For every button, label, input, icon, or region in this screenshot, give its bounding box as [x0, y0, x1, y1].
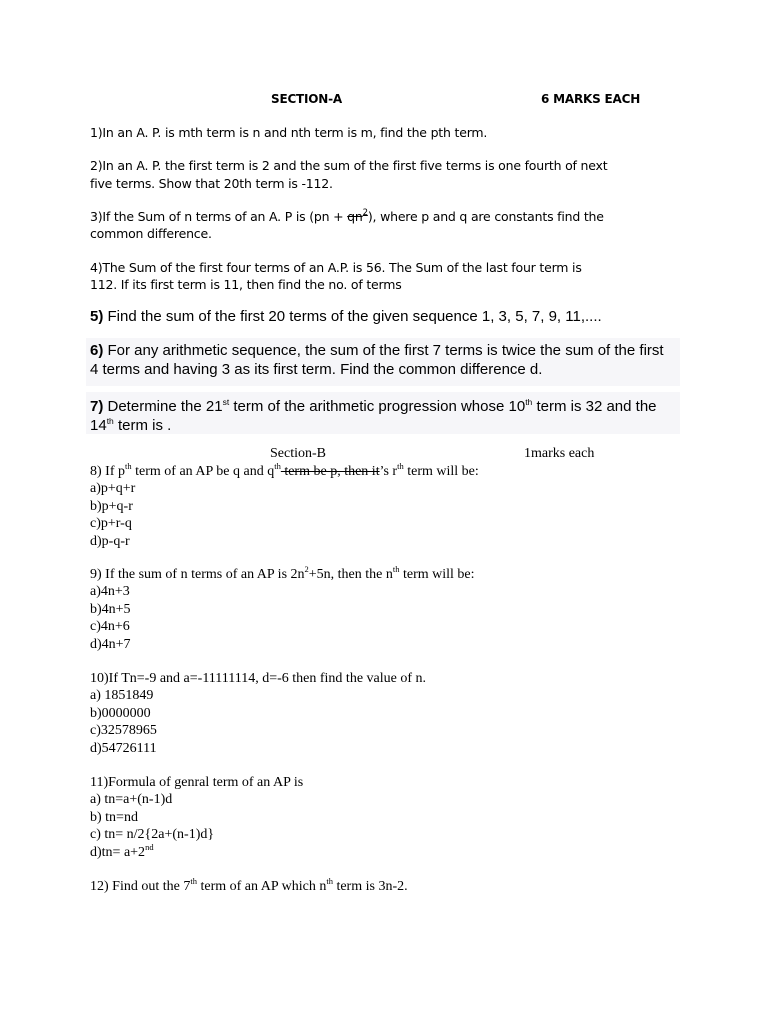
question-10: 10)If Tn=-9 and a=-11111114, d=-6 then find the value of n.	[90, 671, 427, 686]
question-4-line-1: 4)The Sum of the first four terms of an A.P. is 56. The Sum of the last four term is	[90, 260, 582, 275]
option-a[interactable]: a)p+q+r	[90, 481, 136, 496]
question-4-line-2: 112. If its first term is 11, then find the no. of terms	[90, 277, 402, 292]
question-3-line-2: common difference.	[90, 226, 212, 241]
question-6-line-1: 6) For any arithmetic sequence, the sum of the first 7 terms is twice the sum of the first	[90, 342, 664, 359]
question-1: 1)In an A. P. is mth term is n and nth term is m, find the pth term.	[90, 125, 488, 140]
question-9: 9) If the sum of n terms of an AP is $2n^2+5n$, then the $n^{th}$ term will be:	[90, 564, 475, 582]
option-a[interactable]: a) 1851849	[90, 688, 154, 703]
question-6-line-2: 4 terms and having 3 as its first term. Find the common difference d.	[90, 361, 543, 378]
option-d[interactable]: d)tn= a+2nd	[90, 841, 154, 860]
option-c[interactable]: c)32578965	[90, 723, 157, 738]
section-a-title: SECTION-A	[271, 92, 343, 106]
option-d[interactable]: d)p-q-r	[90, 533, 130, 549]
option-b[interactable]: b)p+q-r	[90, 498, 133, 514]
question-7-number: 7)	[90, 398, 104, 415]
question-2-line-2: five terms. Show that 20th term is -112.	[90, 176, 333, 191]
section-b-title: Section-B	[270, 446, 326, 461]
question-11-options	[90, 791, 214, 861]
option-c[interactable]: c)4n+6	[90, 619, 130, 634]
question-5-number: 5)	[90, 308, 104, 325]
question-7-line-1: 7) Determine the 21st term of the arithmetic progression whose 10th term is 32 and the	[90, 397, 657, 415]
question-3-line-1	[90, 209, 604, 224]
question-5-text: Find the sum of the first 20 terms of the given sequence 1, 3, 5, 7, 9, 11,....	[103, 308, 602, 325]
question-5	[90, 308, 602, 325]
option-b[interactable]: b) tn=nd	[90, 809, 138, 825]
question-7-line-2: 14th term is .	[90, 416, 172, 434]
option-b[interactable]: b)0000000	[90, 705, 151, 721]
question-9-options	[90, 583, 131, 653]
option-a[interactable]: a) tn=a+(n-1)d	[90, 792, 173, 807]
option-a[interactable]: a)4n+3	[90, 584, 130, 599]
question-12: 12) Find out the 7th term of an AP which $n^{th}$ term is 3n-2.	[90, 876, 408, 894]
option-d[interactable]: d)4n+7	[90, 636, 131, 652]
question-8-strike: term be p, then it	[280, 464, 380, 479]
option-c[interactable]: c)p+r-q	[90, 516, 132, 531]
question-3-strike: $qn^2$	[347, 208, 368, 224]
option-c[interactable]: c) tn= n/2{2a+(n-1)d}	[90, 827, 215, 842]
question-11: 11)Formula of genral term of an AP is	[90, 775, 304, 790]
question-8: 8) If $p^{th}$ term of an AP be q and $q^{th}$ term be p, then it’s $r^{th}$ term will be:	[90, 461, 479, 479]
question-2-line-1: 2)In an A. P. the first term is 2 and the sum of the first five terms is one fourth of next	[90, 158, 608, 173]
question-6-number: 6)	[90, 342, 104, 359]
option-b[interactable]: b)4n+5	[90, 601, 131, 617]
question-3-post: ), where p and q are constants find the	[367, 209, 604, 224]
question-10-options	[90, 687, 157, 757]
section-b-marks: 1marks each	[524, 446, 595, 461]
question-3-pre: 3)If the Sum of n terms of an A. P is (pn +	[90, 209, 348, 224]
option-d[interactable]: d)54726111	[90, 740, 157, 756]
question-8-options	[90, 480, 135, 550]
section-a-marks: 6 MARKS EACH	[541, 92, 641, 106]
